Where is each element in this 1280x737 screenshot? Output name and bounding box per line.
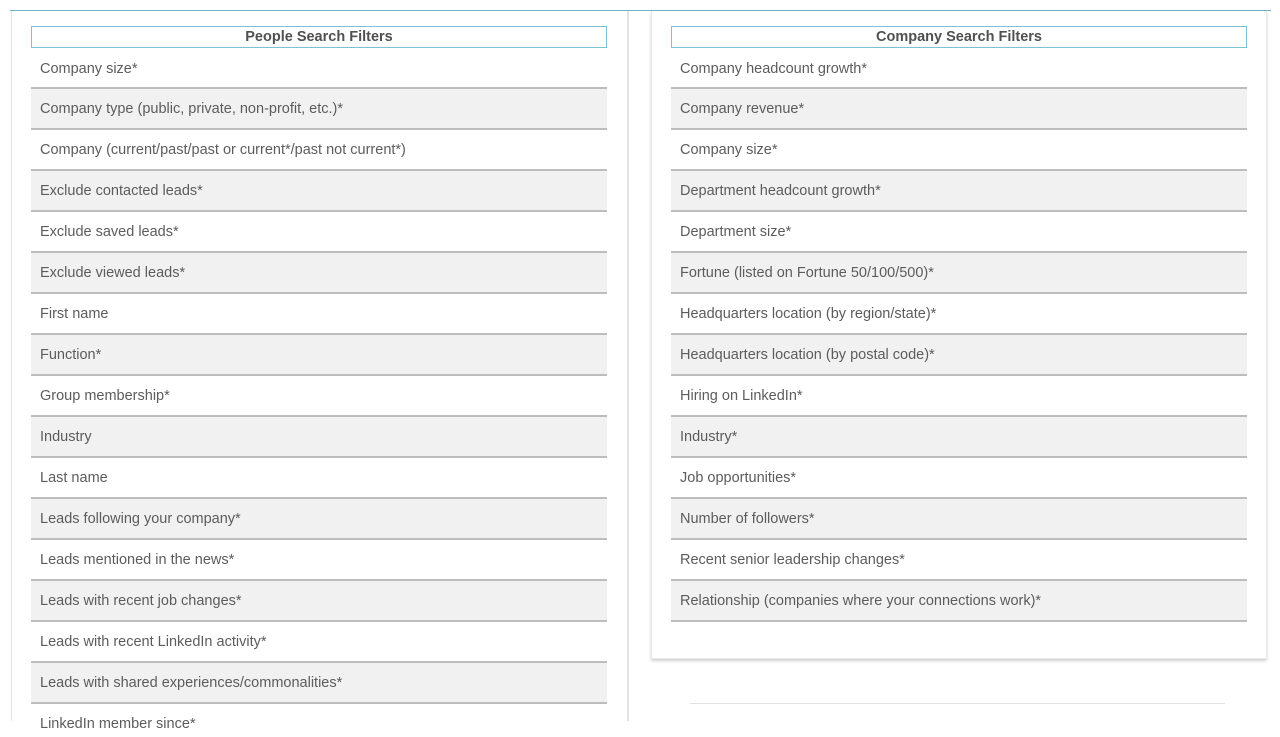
company-filter-row: Department headcount growth*: [671, 171, 1247, 212]
people-filter-row: Industry: [31, 417, 607, 458]
company-filter-row: Company revenue*: [671, 89, 1247, 130]
people-filter-row: First name: [31, 294, 607, 335]
company-filter-row: Department size*: [671, 212, 1247, 253]
company-filters-panel: [651, 11, 1267, 659]
company-filter-row: Job opportunities*: [671, 458, 1247, 499]
people-filter-row: Exclude saved leads*: [31, 212, 607, 253]
people-filter-row: Leads with shared experiences/commonalities*: [31, 663, 607, 704]
people-filter-row: Exclude viewed leads*: [31, 253, 607, 294]
company-filters-title: Company Search Filters: [671, 26, 1247, 48]
people-filters-panel: [11, 11, 629, 730]
people-filter-row: Leads with recent LinkedIn activity*: [31, 622, 607, 663]
people-filter-row: LinkedIn member since*: [40, 716, 196, 730]
bottom-divider: [690, 703, 1225, 704]
people-filter-row: Last name: [31, 458, 607, 499]
company-filter-row: Fortune (listed on Fortune 50/100/500)*: [671, 253, 1247, 294]
people-filter-row: Leads with recent job changes*: [31, 581, 607, 622]
people-filter-row: Function*: [31, 335, 607, 376]
company-filter-row: Relationship (companies where your connections work)*: [671, 581, 1247, 622]
company-filter-row: Company headcount growth*: [671, 48, 1247, 89]
people-filter-row: Leads following your company*: [31, 499, 607, 540]
company-filter-row: Hiring on LinkedIn*: [671, 376, 1247, 417]
people-filter-row: Group membership*: [31, 376, 607, 417]
company-filter-row: Company size*: [671, 130, 1247, 171]
people-filters-table: [31, 26, 607, 730]
people-filter-row: Company (current/past/past or current*/past not current*): [31, 130, 607, 171]
people-filters-title: People Search Filters: [31, 26, 607, 48]
company-filter-row: Number of followers*: [671, 499, 1247, 540]
people-filter-row: Company type (public, private, non-profit, etc.)*: [31, 89, 607, 130]
people-filter-row: Company size*: [31, 48, 607, 89]
company-filters-table: [671, 26, 1247, 622]
company-filter-row: Headquarters location (by region/state)*: [671, 294, 1247, 335]
people-filter-row: Leads mentioned in the news*: [31, 540, 607, 581]
people-filter-row: Exclude contacted leads*: [31, 171, 607, 212]
company-filter-row: Industry*: [671, 417, 1247, 458]
company-filter-row: Headquarters location (by postal code)*: [671, 335, 1247, 376]
company-filter-row: Recent senior leadership changes*: [671, 540, 1247, 581]
